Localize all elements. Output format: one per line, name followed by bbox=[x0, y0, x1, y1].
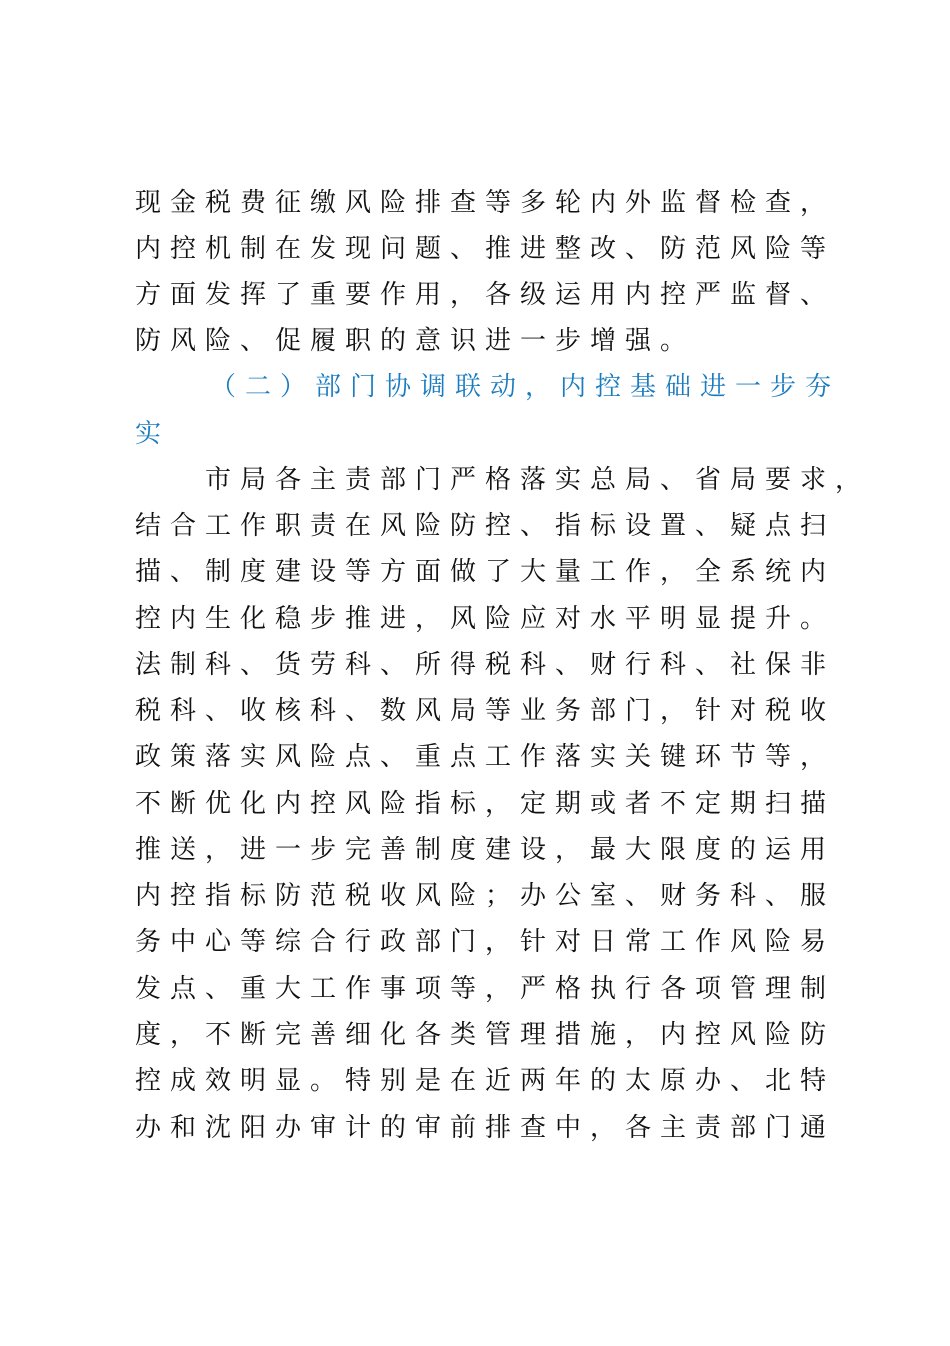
paragraph-line: 控内生化稳步推进，风险应对水平明显提升。 bbox=[135, 604, 836, 634]
paragraph-line: 法制科、货劳科、所得税科、财行科、社保非 bbox=[135, 650, 836, 680]
paragraph-line: 推送，进一步完善制度建设，最大限度的运用 bbox=[135, 835, 836, 865]
paragraph-line: 度，不断完善细化各类管理措施，内控风险防 bbox=[135, 1020, 836, 1050]
paragraph-line: 税科、收核科、数风局等业务部门，针对税收 bbox=[135, 696, 836, 726]
paragraph-line: 务中心等综合行政部门，针对日常工作风险易 bbox=[135, 927, 836, 957]
paragraph-line: 现金税费征缴风险排查等多轮内外监督检查， bbox=[135, 188, 836, 218]
section-heading: （二）部门协调联动，内控基础进一步夯 bbox=[210, 372, 841, 402]
paragraph-line: 发点、重大工作事项等，严格执行各项管理制 bbox=[135, 974, 836, 1004]
paragraph-line: 结合工作职责在风险防控、指标设置、疑点扫 bbox=[135, 511, 836, 541]
paragraph-line: 不断优化内控风险指标，定期或者不定期扫描 bbox=[135, 789, 836, 819]
paragraph-line: 方面发挥了重要作用，各级运用内控严监督、 bbox=[135, 280, 836, 310]
paragraph-line: 内控指标防范税收风险；办公室、财务科、服 bbox=[135, 881, 836, 911]
paragraph-line: 防风险、促履职的意识进一步增强。 bbox=[135, 326, 696, 356]
paragraph-line: 办和沈阳办审计的审前排查中，各主责部门通 bbox=[135, 1113, 836, 1143]
paragraph-line: 描、制度建设等方面做了大量工作，全系统内 bbox=[135, 557, 836, 587]
paragraph-line: 政策落实风险点、重点工作落实关键环节等， bbox=[135, 742, 836, 772]
section-heading-continued: 实 bbox=[135, 419, 171, 449]
paragraph-first-line: 市局各主责部门严格落实总局、省局要求， bbox=[205, 465, 871, 495]
paragraph-line: 内控机制在发现问题、推进整改、防范风险等 bbox=[135, 234, 836, 264]
paragraph-line: 控成效明显。特别是在近两年的太原办、北特 bbox=[135, 1066, 836, 1096]
